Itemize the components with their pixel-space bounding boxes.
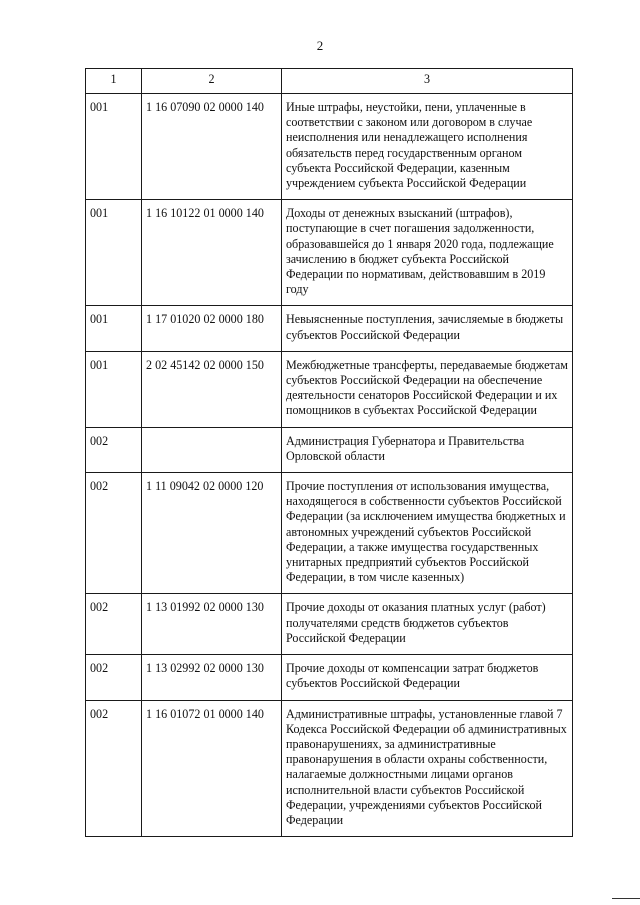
table-header-row [86, 69, 573, 94]
description-cell: Администрация Губернатора и Правительства Орловской области [282, 427, 573, 472]
budget-code-cell: 1 13 02992 02 0000 130 [142, 655, 282, 700]
table-row [86, 700, 573, 837]
table-row [86, 473, 573, 594]
table-row [86, 655, 573, 700]
admin-code-cell: 002 [86, 700, 142, 837]
admin-code-cell: 001 [86, 94, 142, 200]
budget-code-cell: 1 13 01992 02 0000 130 [142, 594, 282, 655]
table-row [86, 594, 573, 655]
page-edge-mark [612, 898, 640, 899]
description-cell: Невыясненные поступления, зачисляемые в бюджеты субъектов Российской Федерации [282, 306, 573, 351]
table-row [86, 427, 573, 472]
budget-code-cell: 1 11 09042 02 0000 120 [142, 473, 282, 594]
admin-code-cell: 002 [86, 655, 142, 700]
admin-code-cell: 002 [86, 427, 142, 472]
admin-code-cell: 002 [86, 473, 142, 594]
column-header-2: 2 [142, 69, 282, 94]
description-cell: Прочие доходы от оказания платных услуг (работ) получателями средств бюджетов субъектов Российской Федерации [282, 594, 573, 655]
budget-code-cell: 1 16 10122 01 0000 140 [142, 200, 282, 306]
budget-code-cell: 1 17 01020 02 0000 180 [142, 306, 282, 351]
column-header-1: 1 [86, 69, 142, 94]
table-row [86, 94, 573, 200]
description-cell: Административные штрафы, установленные главой 7 Кодекса Российской Федерации об административных правонарушениях, за административные правонарушения в области охраны собственности, налагаемые должностными лицами органов исполнительной власти субъектов Российской Федерации, учреждениями субъектов Российской Федерации [282, 700, 573, 837]
page-number: 2 [316, 38, 324, 53]
admin-code-cell: 001 [86, 351, 142, 427]
admin-code-cell: 001 [86, 200, 142, 306]
description-cell: Межбюджетные трансферты, передаваемые бюджетам субъектов Российской Федерации на обеспечение деятельности сенаторов Российской Федерации и их помощников в субъектах Российской Федерации [282, 351, 573, 427]
column-header-3: 3 [282, 69, 573, 94]
admin-code-cell: 002 [86, 594, 142, 655]
budget-code-cell: 1 16 01072 01 0000 140 [142, 700, 282, 837]
description-cell: Доходы от денежных взысканий (штрафов), поступающие в счет погашения задолженности, образовавшейся до 1 января 2020 года, подлежащие зачислению в бюджет субъекта Российской Федерации по нормативам, действовавшим в 2019 году [282, 200, 573, 306]
revenue-codes-table [85, 68, 573, 837]
budget-code-cell [142, 427, 282, 472]
budget-code-cell: 1 16 07090 02 0000 140 [142, 94, 282, 200]
table-row [86, 306, 573, 351]
description-cell: Прочие поступления от использования имущества, находящегося в собственности субъектов Российской Федерации (за исключением имущества бюджетных и автономных учреждений субъектов Российской Федерации, а также имущества государственных унитарных предприятий субъектов Российской Федерации, в том числе казенных) [282, 473, 573, 594]
admin-code-cell: 001 [86, 306, 142, 351]
table-row [86, 200, 573, 306]
description-cell: Иные штрафы, неустойки, пени, уплаченные в соответствии с законом или договором в случае неисполнения или ненадлежащего исполнения обязательств перед государственным органом субъекта Российской Федерации, казенным учреждением субъекта Российской Федерации [282, 94, 573, 200]
budget-code-cell: 2 02 45142 02 0000 150 [142, 351, 282, 427]
description-cell: Прочие доходы от компенсации затрат бюджетов субъектов Российской Федерации [282, 655, 573, 700]
table-row [86, 351, 573, 427]
